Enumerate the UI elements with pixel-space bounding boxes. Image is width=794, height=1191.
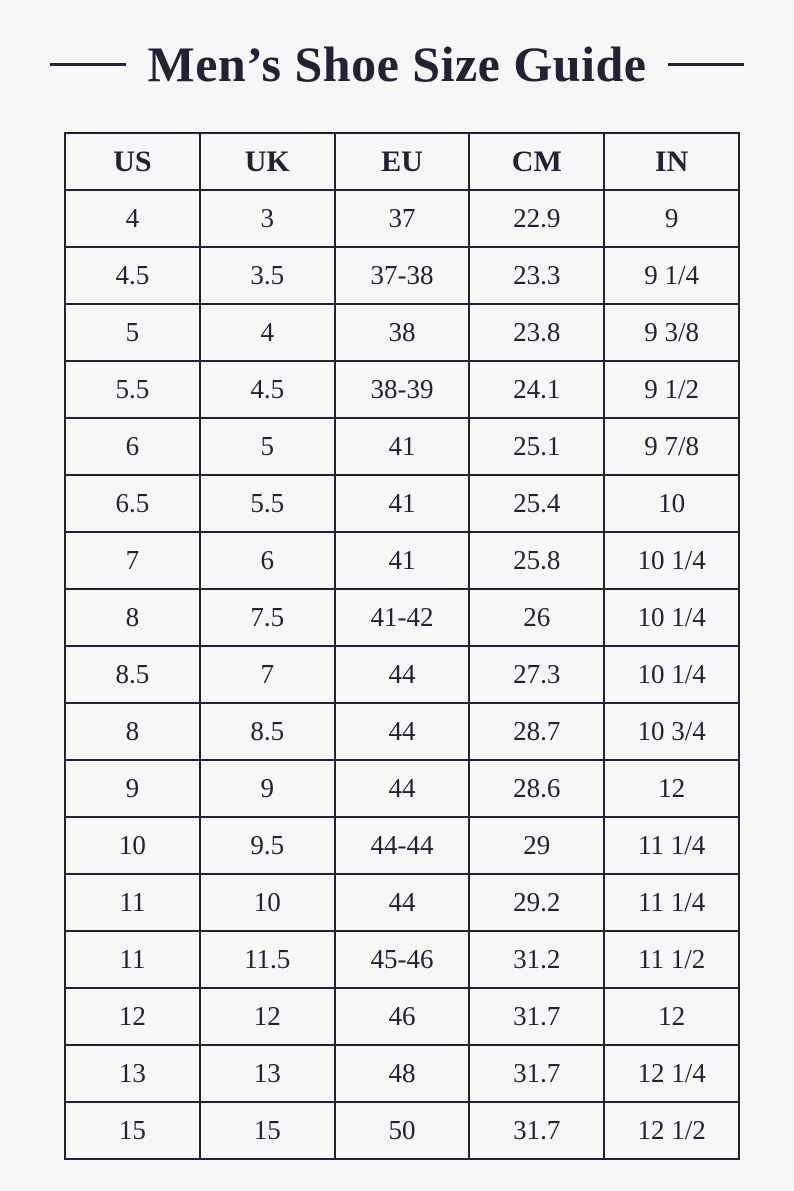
cell-cm: 29.2 [469,874,604,931]
table-row [65,475,739,532]
cell-cm: 31.7 [469,1045,604,1102]
cell-uk: 8.5 [200,703,335,760]
cell-eu: 37 [335,190,470,247]
cell-eu: 45-46 [335,931,470,988]
cell-us: 10 [65,817,200,874]
cell-cm: 25.1 [469,418,604,475]
cell-in: 11 1/4 [604,874,739,931]
cell-eu: 41 [335,475,470,532]
cell-us: 8.5 [65,646,200,703]
column-header-uk: UK [200,133,335,190]
title-rule-right [668,63,744,66]
table-row [65,931,739,988]
table-row [65,1045,739,1102]
table-row [65,190,739,247]
cell-in: 12 1/2 [604,1102,739,1159]
cell-us: 4.5 [65,247,200,304]
cell-cm: 24.1 [469,361,604,418]
size-table-head [65,133,739,190]
cell-us: 11 [65,931,200,988]
cell-in: 12 [604,760,739,817]
cell-uk: 12 [200,988,335,1045]
cell-uk: 3 [200,190,335,247]
cell-uk: 4.5 [200,361,335,418]
column-header-us: US [65,133,200,190]
cell-cm: 26 [469,589,604,646]
cell-uk: 3.5 [200,247,335,304]
table-row [65,760,739,817]
cell-eu: 44 [335,874,470,931]
cell-in: 9 7/8 [604,418,739,475]
cell-eu: 44-44 [335,817,470,874]
cell-uk: 15 [200,1102,335,1159]
header-row [65,133,739,190]
cell-uk: 9.5 [200,817,335,874]
cell-cm: 25.8 [469,532,604,589]
cell-in: 9 3/8 [604,304,739,361]
cell-us: 5.5 [65,361,200,418]
table-row [65,304,739,361]
cell-eu: 41-42 [335,589,470,646]
cell-us: 6.5 [65,475,200,532]
table-row [65,247,739,304]
cell-uk: 6 [200,532,335,589]
cell-us: 8 [65,703,200,760]
page-title: Men’s Shoe Size Guide [147,36,647,92]
cell-eu: 44 [335,703,470,760]
cell-eu: 48 [335,1045,470,1102]
table-row [65,817,739,874]
cell-eu: 44 [335,760,470,817]
cell-eu: 50 [335,1102,470,1159]
cell-uk: 4 [200,304,335,361]
table-row [65,646,739,703]
cell-in: 10 1/4 [604,532,739,589]
cell-in: 9 [604,190,739,247]
cell-us: 11 [65,874,200,931]
cell-in: 9 1/2 [604,361,739,418]
table-row [65,703,739,760]
cell-in: 10 1/4 [604,589,739,646]
cell-eu: 44 [335,646,470,703]
cell-us: 4 [65,190,200,247]
cell-us: 12 [65,988,200,1045]
size-table-body [65,190,739,1159]
cell-in: 12 1/4 [604,1045,739,1102]
cell-eu: 38 [335,304,470,361]
cell-in: 11 1/4 [604,817,739,874]
cell-cm: 23.3 [469,247,604,304]
cell-eu: 41 [335,418,470,475]
cell-eu: 38-39 [335,361,470,418]
cell-in: 12 [604,988,739,1045]
cell-uk: 7 [200,646,335,703]
table-row [65,988,739,1045]
table-row [65,532,739,589]
cell-in: 11 1/2 [604,931,739,988]
cell-cm: 31.2 [469,931,604,988]
table-row [65,361,739,418]
title-rule-left [50,63,126,66]
cell-cm: 31.7 [469,1102,604,1159]
cell-eu: 41 [335,532,470,589]
cell-us: 13 [65,1045,200,1102]
cell-in: 10 1/4 [604,646,739,703]
cell-uk: 5.5 [200,475,335,532]
cell-us: 5 [65,304,200,361]
cell-cm: 28.6 [469,760,604,817]
cell-us: 9 [65,760,200,817]
column-header-eu: EU [335,133,470,190]
table-row [65,418,739,475]
cell-uk: 9 [200,760,335,817]
title-row [0,28,794,100]
size-table [64,132,740,1160]
cell-cm: 31.7 [469,988,604,1045]
cell-cm: 25.4 [469,475,604,532]
cell-in: 9 1/4 [604,247,739,304]
cell-us: 7 [65,532,200,589]
cell-eu: 46 [335,988,470,1045]
column-header-cm: CM [469,133,604,190]
cell-us: 8 [65,589,200,646]
column-header-in: IN [604,133,739,190]
cell-cm: 22.9 [469,190,604,247]
cell-cm: 27.3 [469,646,604,703]
cell-us: 6 [65,418,200,475]
cell-uk: 11.5 [200,931,335,988]
table-row [65,874,739,931]
cell-uk: 5 [200,418,335,475]
cell-uk: 7.5 [200,589,335,646]
cell-in: 10 3/4 [604,703,739,760]
cell-uk: 10 [200,874,335,931]
cell-uk: 13 [200,1045,335,1102]
cell-eu: 37-38 [335,247,470,304]
cell-cm: 28.7 [469,703,604,760]
cell-cm: 29 [469,817,604,874]
cell-us: 15 [65,1102,200,1159]
table-row [65,1102,739,1159]
cell-cm: 23.8 [469,304,604,361]
cell-in: 10 [604,475,739,532]
table-row [65,589,739,646]
